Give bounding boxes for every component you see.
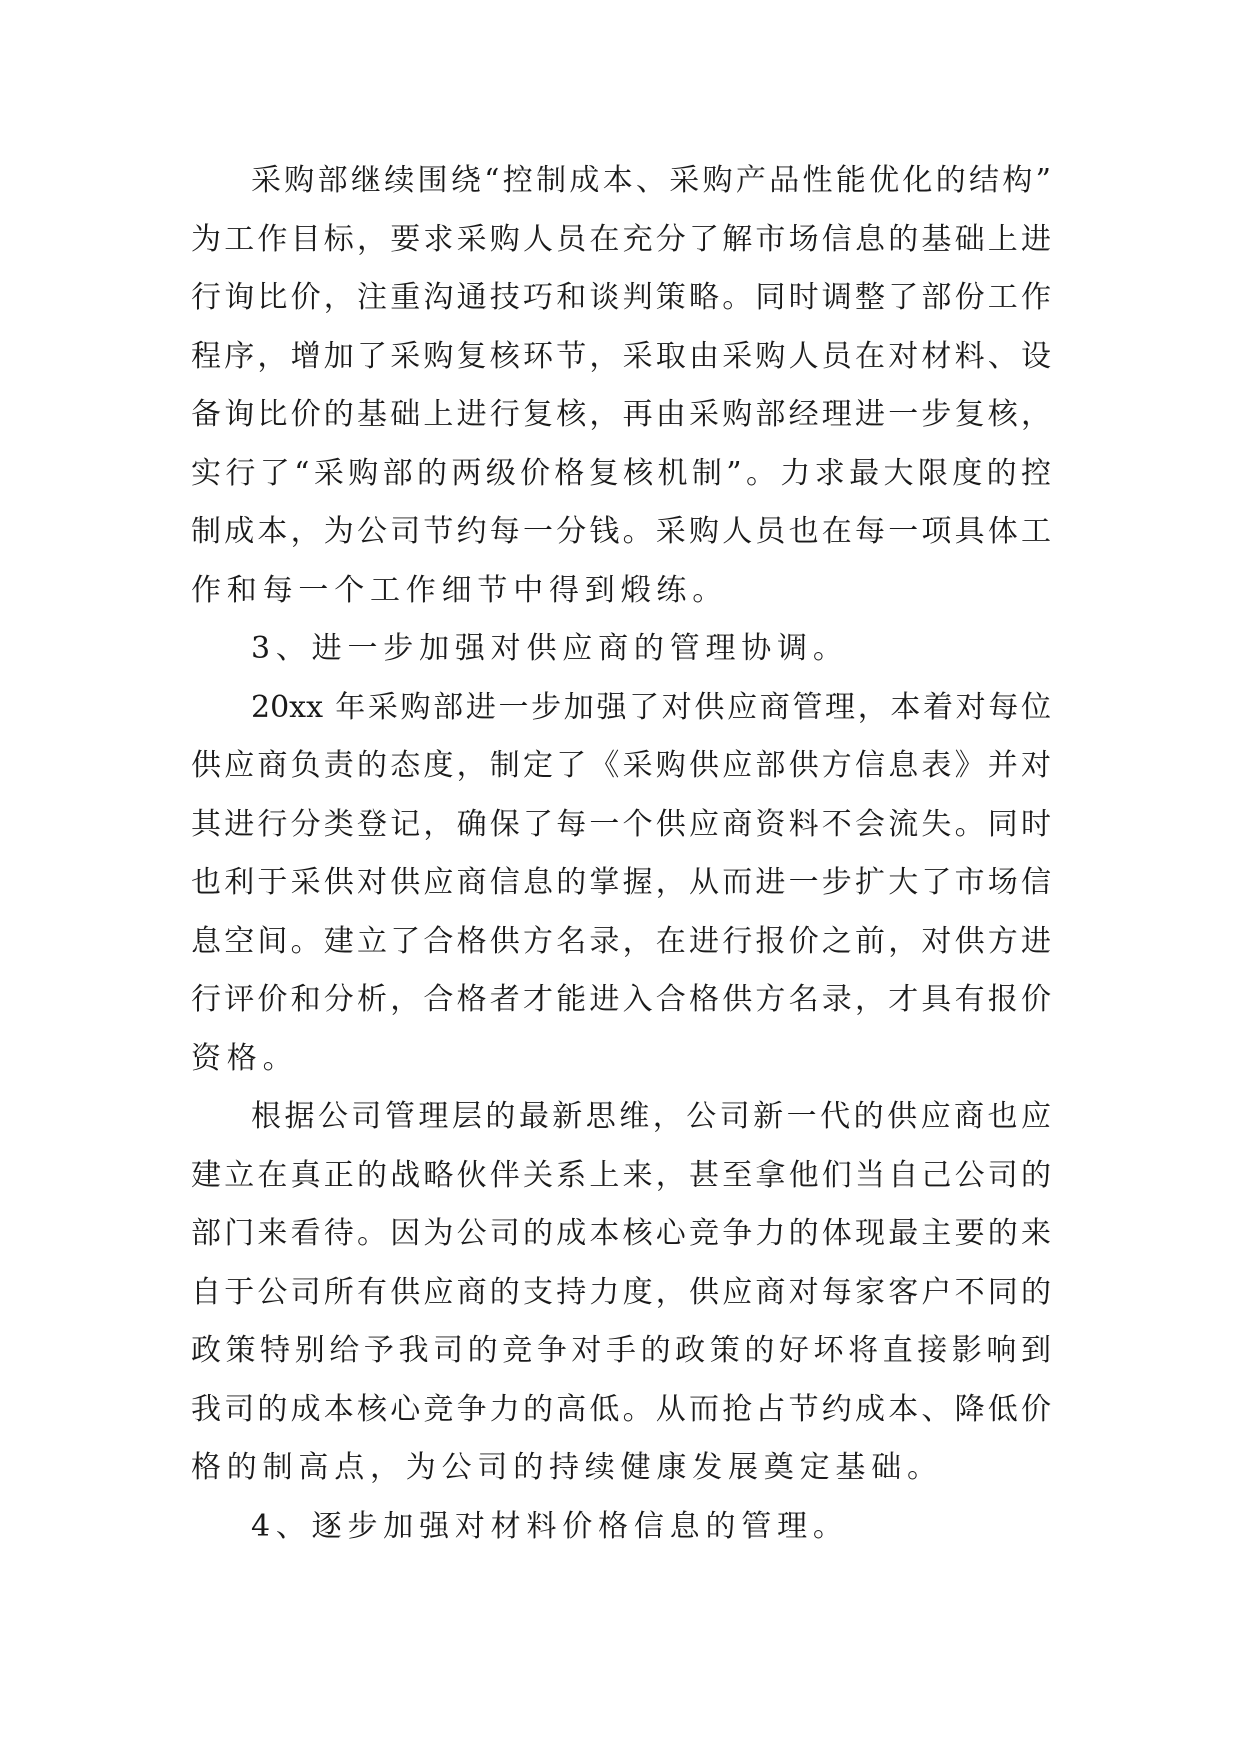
paragraph-line: 20xx 年采购部进一步加强了对供应商管理，本着对每位 [251,689,1051,725]
paragraph-line: 为工作目标，要求采购人员在充分了解市场信息的基础上进 [191,221,1051,257]
paragraph-line: 实行了“采购部的两级价格复核机制”。力求最大限度的控 [191,455,1051,491]
paragraph-strategic-partnership [191,1088,1051,1498]
paragraph-line: 自于公司所有供应商的支持力度，供应商对每家客户不同的 [191,1274,1051,1310]
paragraph-procurement-cost-control [191,152,1051,620]
paragraph-line: 行评价和分析，合格者才能进入合格供方名录，才具有报价 [191,982,1051,1017]
paragraph-line: 也利于采供对供应商信息的掌握，从而进一步扩大了市场信 [191,865,1051,900]
paragraph-line: 息空间。建立了合格供方名录，在进行报价之前，对供方进 [191,923,1051,959]
paragraph-line: 其进行分类登记，确保了每一个供应商资料不会流失。同时 [191,806,1051,842]
document-body [191,152,1051,1556]
paragraph-line: 行询比价，注重沟通技巧和谈判策略。同时调整了部份工作 [191,280,1051,315]
paragraph-line: 格的制高点，为公司的持续健康发展奠定基础。 [191,1450,943,1485]
paragraph-line: 部门来看待。因为公司的成本核心竞争力的体现最主要的来 [191,1216,1051,1251]
paragraph-line: 资格。 [191,1040,299,1076]
section-heading-material-price-info [191,1498,1051,1557]
paragraph-line: 作和每一个工作细节中得到煅练。 [191,572,728,608]
paragraph-supplier-registry [191,679,1051,1089]
paragraph-line: 供应商负责的态度，制定了《采购供应部供方信息表》并对 [191,748,1051,783]
paragraph-line: 备询比价的基础上进行复核，再由采购部经理进一步复核， [191,397,1051,432]
paragraph-line: 政策特别给予我司的竞争对手的政策的好坏将直接影响到 [191,1333,1051,1368]
paragraph-line: 采购部继续围绕“控制成本、采购产品性能优化的结构” [251,163,1051,198]
paragraph-line: 我司的成本核心竞争力的高低。从而抢占节约成本、降低价 [191,1391,1051,1427]
heading-line: 3、进一步加强对供应商的管理协调。 [251,631,849,666]
paragraph-line: 程序，增加了采购复核环节，采取由采购人员在对材料、设 [191,338,1051,374]
section-heading-supplier-management [191,620,1051,679]
paragraph-line: 制成本，为公司节约每一分钱。采购人员也在每一项具体工 [191,514,1051,549]
heading-line: 4、逐步加强对材料价格信息的管理。 [251,1508,849,1544]
paragraph-line: 根据公司管理层的最新思维，公司新一代的供应商也应 [251,1099,1051,1134]
paragraph-line: 建立在真正的战略伙伴关系上来，甚至拿他们当自己公司的 [191,1157,1051,1193]
